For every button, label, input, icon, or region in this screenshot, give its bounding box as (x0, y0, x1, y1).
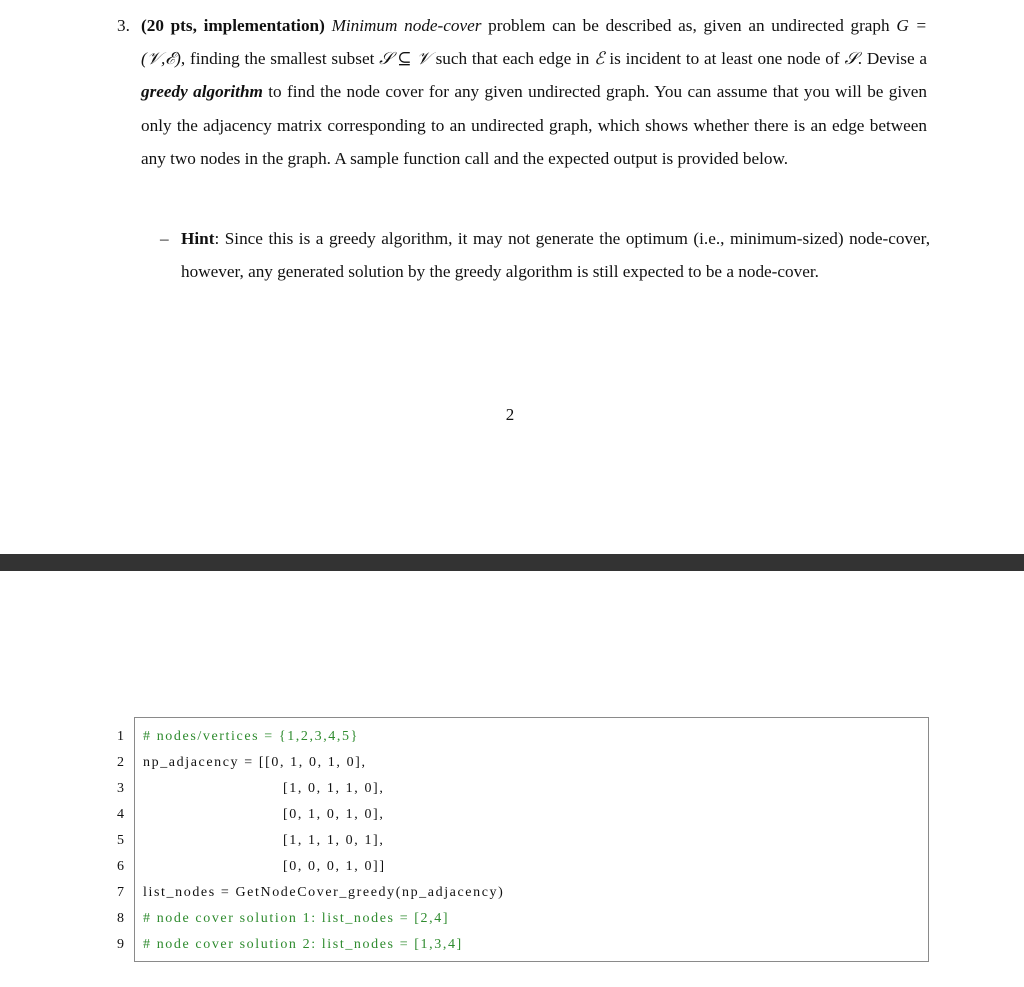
hint-body-text: : Since this is a greedy algorithm, it may not generate the optimum (i.e., minimum-sized) node-cover, however, any generated solution by the greedy algorithm is still expected to be a node-cover. (181, 229, 930, 282)
points-label: 20 pts, implementation (146, 16, 320, 35)
problem-text-5: . Devise a (857, 49, 928, 69)
line-number: 9 (117, 937, 124, 952)
graph-definition: G = (𝒱,ℰ) (141, 16, 928, 69)
points-close: ) (319, 16, 325, 35)
hint-text (181, 222, 930, 288)
edge-symbol: ℰ (594, 49, 605, 69)
code-listing (143, 724, 923, 958)
line-number: 7 (117, 885, 124, 900)
code-function-call: list_nodes = GetNodeCover_greedy(np_adjacency) (143, 885, 505, 900)
line-number: 8 (117, 911, 124, 926)
line-number: 4 (117, 807, 124, 822)
hint-dash: – (160, 229, 169, 248)
problem-text-3: such that each edge in (430, 49, 595, 69)
problem-term: Minimum node-cover (331, 16, 482, 35)
page-number: 2 (505, 405, 515, 424)
code-adjacency-row-3: [0, 1, 0, 1, 0], (283, 807, 385, 822)
code-comment-solution-1: # node cover solution 1: list_nodes = [2,4] (143, 911, 450, 926)
code-comment-vertices: # nodes/vertices = {1,2,3,4,5} (143, 729, 359, 744)
code-adjacency-row-1: np_adjacency = [[0, 1, 0, 1, 0], (143, 755, 367, 770)
code-comment-solution-2: # node cover solution 2: list_nodes = [1,3,4] (143, 937, 463, 952)
problem-text-2: , finding the smallest subset (180, 49, 380, 69)
code-line-numbers (100, 724, 124, 958)
code-adjacency-row-5: [0, 0, 0, 1, 0]] (283, 859, 386, 874)
page-divider (0, 554, 1024, 571)
problem-text-4: is incident to at least one node of (604, 49, 845, 69)
problem-text-1: problem can be described as, given an undirected graph (481, 16, 897, 35)
line-number: 5 (117, 833, 124, 848)
code-adjacency-row-4: [1, 1, 1, 0, 1], (283, 833, 385, 848)
line-number: 2 (117, 755, 124, 770)
line-number: 1 (117, 729, 124, 744)
line-number: 3 (117, 781, 124, 796)
subset-expression: 𝒮 ⊆ 𝒱 (379, 49, 431, 69)
hint-label: Hint (181, 229, 215, 248)
problem-3 (117, 9, 927, 175)
hint-item (160, 222, 930, 288)
line-number: 6 (117, 859, 124, 874)
greedy-term: greedy algorithm (141, 82, 263, 102)
problem-number: 3. (117, 16, 130, 35)
points-open: ( (141, 16, 147, 35)
code-adjacency-row-2: [1, 0, 1, 1, 0], (283, 781, 385, 796)
problem-text-6: to find the node cover for any given undirected graph. You can assume that you will be given only the adjacency matrix corresponding to an undirected graph, which shows whether there is an edge between any two nodes in the graph. A sample function call and the expected output is provided below. (141, 82, 927, 168)
node-symbol: 𝒮 (844, 49, 858, 69)
problem-statement (141, 9, 927, 175)
